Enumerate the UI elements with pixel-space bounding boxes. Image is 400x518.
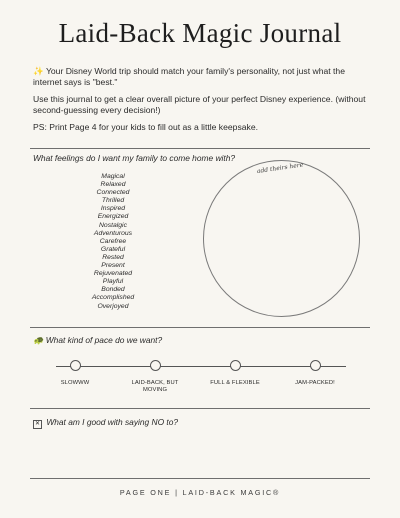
divider-4 [30, 478, 370, 479]
feeling-word: Carefree [99, 237, 127, 245]
x-box-icon: ✕ [34, 421, 41, 427]
pace-option-label-3: FULL & FLEXIBLE [210, 380, 260, 386]
pace-option-dot-3[interactable] [230, 360, 241, 371]
feeling-word: Playful [102, 278, 124, 286]
no-question [33, 417, 178, 429]
pace-slider-track[interactable] [56, 366, 346, 367]
pace-option-label-2: LAID-BACK, BUT MOVING [131, 380, 179, 393]
divider-2 [30, 327, 370, 328]
pace-option-label-1: SLOWWW [60, 380, 90, 386]
feeling-word: Nostalgic [99, 221, 127, 229]
feeling-word: Connected [96, 189, 130, 197]
pace-option-dot-4[interactable] [310, 360, 321, 371]
no-question-text: What am I good with saying NO to? [46, 417, 179, 427]
intro-paragraph-2: Use this journal to get a clear overall picture of your perfect Disney experience. (without second-guessing every decision!) [33, 94, 366, 115]
divider-3 [30, 408, 370, 409]
divider-1 [30, 148, 370, 149]
feeling-word: Energized [97, 213, 129, 221]
pace-question-text: What kind of pace do we want? [45, 335, 163, 345]
sparkles-icon: ✨ [33, 66, 44, 76]
pace-option-label-4: JAM-PACKED! [295, 380, 335, 386]
feelings-circle[interactable] [203, 160, 360, 317]
feelings-list [80, 173, 146, 311]
feelings-question: What feelings do I want my family to come home with? [33, 153, 236, 163]
feeling-word: Present [101, 262, 125, 270]
pace-question [33, 335, 162, 346]
circle-note: add theirs here [256, 161, 304, 175]
feeling-word: Overjoyed [97, 302, 129, 310]
pace-option-dot-2[interactable] [150, 360, 161, 371]
intro-paragraph-1 [33, 66, 373, 87]
feeling-word: Magical [101, 173, 125, 180]
feeling-word: Bonded [101, 286, 125, 294]
feeling-word: Thrilled [101, 197, 125, 205]
page-title: Laid-Back Magic Journal [58, 18, 342, 48]
pace-option-dot-1[interactable] [70, 360, 81, 371]
feeling-word: Rejuvenated [93, 270, 133, 278]
feeling-word: Adventurous [93, 229, 133, 237]
feeling-word: Relaxed [100, 181, 126, 189]
intro-text [33, 66, 373, 140]
feeling-word: Accomplished [91, 294, 135, 302]
feeling-word: Grateful [100, 245, 126, 253]
page-footer: PAGE ONE | LAID-BACK MAGIC® [119, 488, 281, 497]
intro-paragraph-3: PS: Print Page 4 for your kids to fill out as a little keepsake. [33, 122, 258, 132]
intro-p1-text: Your Disney World trip should match your family's personality, not just what the internet says is "best." [33, 66, 345, 87]
feeling-word: Inspired [100, 205, 126, 213]
feeling-word: Rested [102, 253, 124, 261]
turtle-icon: 🐢 [33, 335, 44, 345]
